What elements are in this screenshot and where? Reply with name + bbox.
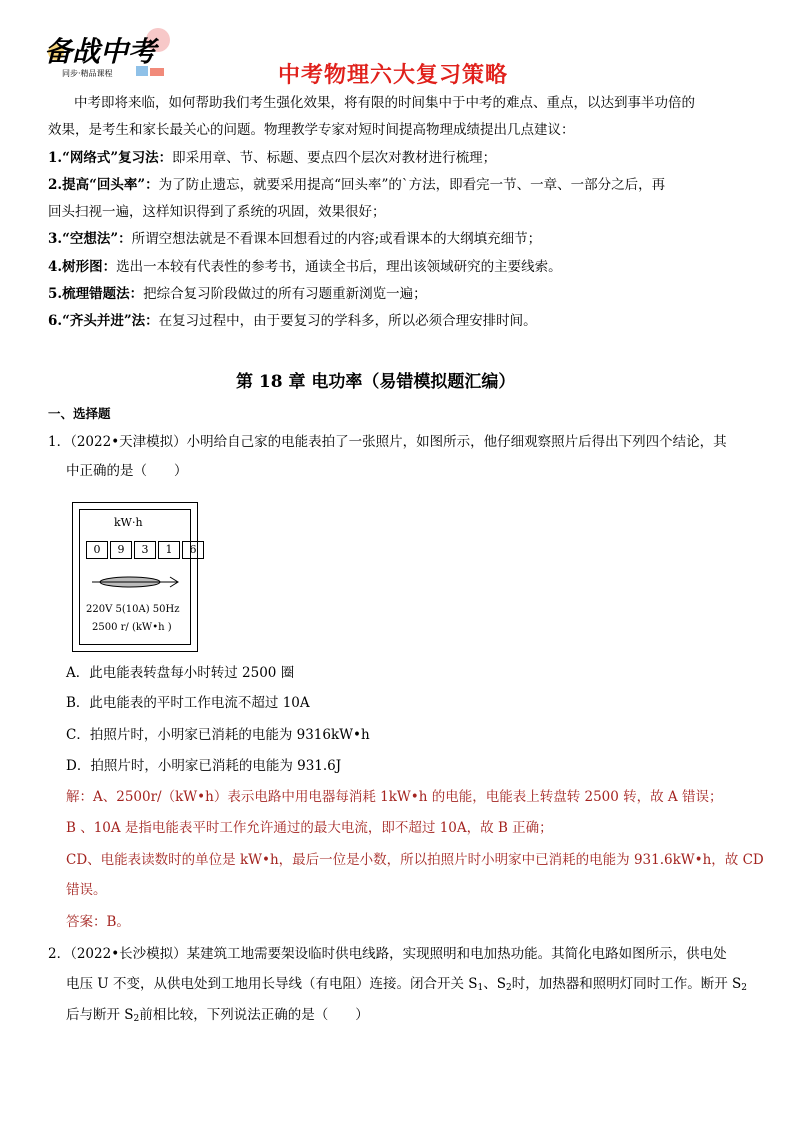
q1-option-c: C．拍照片时，小明家已消耗的电能为 9316kW•h (66, 727, 370, 743)
logo (38, 22, 188, 84)
strategy-4: 4.树形图：选出一本较有代表性的参考书，通读全书后，理出该领域研究的主要线索。 (48, 259, 562, 275)
meter-digit: 0 (86, 541, 108, 559)
page-title: 中考物理六大复习策略 (278, 63, 509, 88)
q1-stem-1: 1．（2022•天津模拟）小明给自己家的电能表拍了一张照片，如图所示，他仔细观察照片后得出下列四个结论，其 (48, 434, 727, 450)
q2-stem-1: 2．（2022•长沙模拟）某建筑工地需要架设临时供电线路，实现照明和电加热功能。其简化电路如图所示，供电处 (48, 946, 727, 962)
q1-solution-2: B 、10A 是指电能表平时工作允许通过的最大电流，即不超过 10A，故 B 正确； (66, 820, 553, 836)
meter-digit: 1 (158, 541, 180, 559)
logo-tagline: 同步·精品课程 (62, 69, 113, 78)
strategy-6: 6.“齐头并进”法：在复习过程中，由于要复习的学科多，所以必须合理安排时间。 (48, 313, 537, 329)
q1-solution-4: 错误。 (66, 882, 107, 898)
strategy-3: 3.“空想法”：所谓空想法就是不看课本回想看过的内容;或看课本的大纲填充细节； (48, 231, 542, 247)
q1-option-a: A．此电能表转盘每小时转过 2500 圈 (66, 665, 295, 681)
meter-unit: kW·h (114, 516, 143, 529)
strategy-1: 1.“网络式”复习法：即采用章、节、标题、要点四个层次对教材进行梳理； (48, 150, 497, 166)
intro-line-2: 效果，是考生和家长最关心的问题。物理教学专家对短时间提高物理成绩提出几点建议： (48, 122, 575, 138)
meter-digit: 9 (110, 541, 132, 559)
meter-spec-2: 2500 r/ (kW•h ) (92, 622, 172, 633)
meter-spec-1: 220V 5(10A) 50Hz (86, 604, 180, 615)
intro-line-1: 中考即将来临，如何帮助我们考生强化效果，将有限的时间集中于中考的难点、重点，以达到事半功倍的 (74, 95, 695, 111)
q1-stem-2: 中正确的是（ ） (66, 463, 188, 479)
chapter-title: 第 18 章 电功率（易错模拟题汇编） (236, 372, 516, 392)
meter-inner-frame (79, 509, 197, 645)
q1-option-d: D．拍照片时，小明家已消耗的电能为 931.6J (66, 758, 342, 774)
meter-digits (86, 538, 206, 559)
strategy-5: 5.梳理错题法：把综合复习阶段做过的所有习题重新浏览一遍； (48, 286, 427, 302)
meter-digit: 3 (134, 541, 156, 559)
electric-meter-figure (72, 502, 198, 652)
meter-rotor-icon (88, 572, 184, 592)
strategy-2-cont: 回头扫视一遍，这样知识得到了系统的巩固，效果很好； (48, 204, 386, 220)
q1-solution-1: 解：A、2500r/（kW•h）表示电路中用电器每消耗 1kW•h 的电能，电能表上转盘转 2500 转，故 A 错误； (66, 789, 723, 805)
q2-stem-3: 后与断开 $S_2$前相比较，下列说法正确的是（ ） (66, 1007, 369, 1024)
meter-digit: 6 (182, 541, 204, 559)
q1-answer: 答案：B。 (66, 914, 130, 930)
strategy-2: 2.提高“回头率”：为了防止遗忘，就要采用提高“回头率”的`方法，即看完一节、一章、一部分之后，再 (48, 177, 666, 193)
section-title: 一、选择题 (48, 406, 111, 421)
logo-text: 备战中考 (44, 35, 157, 68)
q1-option-b: B．此电能表的平时工作电流不超过 10A (66, 695, 310, 711)
q1-solution-3: CD、电能表读数时的单位是 kW•h，最后一位是小数，所以拍照片时小明家中已消耗的电能为 931.6kW•h，故 CD (66, 852, 764, 868)
q2-stem-2: 电压 U 不变，从供电处到工地用长导线（有电阻）连接。闭合开关 $S_1$、$S_2$时，加热器和照明灯同时工作。断开 $S_2$ (66, 976, 747, 993)
